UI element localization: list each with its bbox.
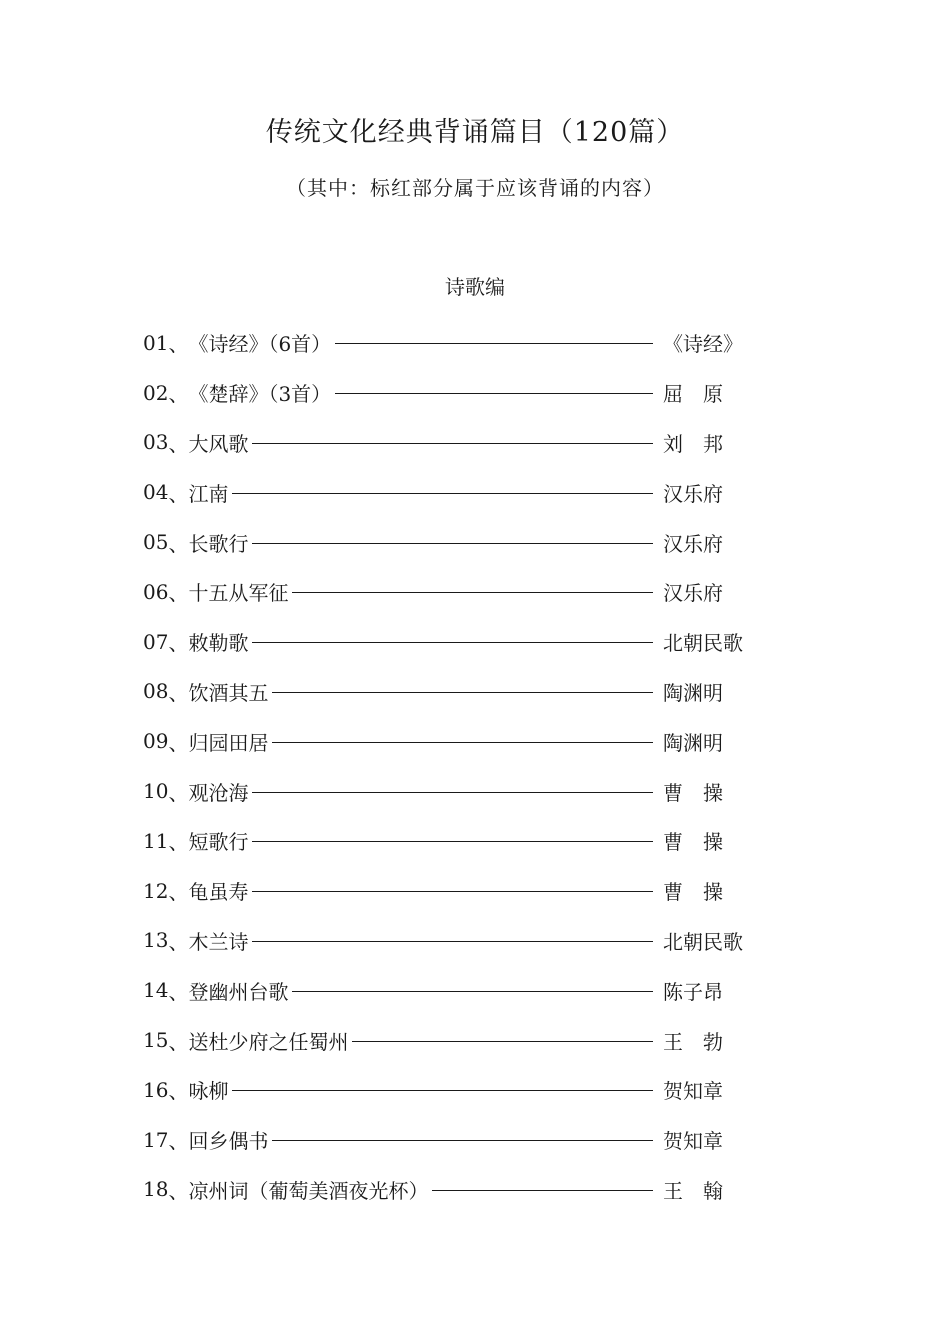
entry-separator: 、	[168, 631, 189, 656]
entry-separator: 、	[168, 1129, 189, 1154]
entry-author: 曹 操	[663, 880, 723, 905]
section-title: 诗歌编	[445, 275, 505, 299]
list-item	[143, 716, 783, 766]
entry-number: 13	[143, 928, 169, 953]
entry-number: 15	[143, 1028, 169, 1053]
entry-separator: 、	[168, 581, 189, 606]
list-item	[143, 418, 783, 468]
leader-dash	[272, 692, 653, 693]
entry-separator: 、	[168, 680, 189, 705]
leader-dash	[232, 1090, 653, 1091]
list-item	[143, 766, 783, 816]
page-title: 传统文化经典背诵篇目（120篇）	[265, 117, 685, 148]
list-item	[143, 965, 783, 1015]
leader-dash	[272, 742, 653, 743]
entry-author: 刘 邦	[663, 431, 723, 456]
entry-title: 观沧海	[188, 780, 249, 805]
entry-title: 《楚辞》（3首）	[188, 382, 332, 407]
entry-title: 归园田居	[188, 730, 269, 755]
poem-list	[143, 318, 783, 1214]
entry-title: 《诗经》（6首）	[188, 332, 332, 357]
leader-dash	[352, 1041, 653, 1042]
list-item	[143, 816, 783, 866]
entry-title: 回乡偶书	[188, 1129, 269, 1154]
entry-separator: 、	[168, 780, 189, 805]
entry-number: 18	[143, 1177, 169, 1202]
entry-number: 05	[143, 530, 169, 555]
leader-dash	[292, 592, 653, 593]
entry-title: 咏柳	[188, 1079, 229, 1104]
entry-author: 汉乐府	[663, 531, 723, 556]
entry-number: 03	[143, 430, 169, 455]
entry-number: 02	[143, 380, 169, 405]
entry-number: 08	[143, 679, 169, 704]
entry-author: 北朝民歌	[663, 631, 743, 656]
list-item	[143, 368, 783, 418]
entry-author: 贺知章	[663, 1129, 723, 1154]
entry-separator: 、	[168, 929, 189, 954]
list-item	[143, 517, 783, 567]
list-item	[143, 617, 783, 667]
list-item	[143, 1065, 783, 1115]
entry-author: 陈子昂	[663, 979, 723, 1004]
leader-dash	[252, 841, 653, 842]
entry-separator: 、	[168, 979, 189, 1004]
entry-number: 07	[143, 629, 169, 654]
list-item	[143, 1165, 783, 1215]
entry-title: 登幽州台歌	[188, 979, 289, 1004]
page-subtitle: （其中：标红部分属于应该背诵的内容）	[286, 176, 664, 200]
entry-author: 陶渊明	[663, 730, 723, 755]
entry-author: 王 翰	[663, 1178, 723, 1203]
entry-separator: 、	[168, 1178, 189, 1203]
entry-author: 屈 原	[663, 382, 723, 407]
entry-author: 《诗经》	[663, 332, 743, 357]
leader-dash	[292, 991, 653, 992]
entry-author: 北朝民歌	[663, 929, 743, 954]
entry-number: 04	[143, 480, 169, 505]
entry-title: 短歌行	[188, 830, 249, 855]
entry-author: 陶渊明	[663, 680, 723, 705]
entry-number: 16	[143, 1077, 169, 1102]
entry-title: 长歌行	[188, 531, 249, 556]
entry-author: 贺知章	[663, 1079, 723, 1104]
leader-dash	[252, 792, 653, 793]
list-item	[143, 1115, 783, 1165]
list-item	[143, 866, 783, 916]
entry-number: 12	[143, 878, 169, 903]
entry-title: 敕勒歌	[188, 631, 249, 656]
list-item	[143, 1015, 783, 1065]
entry-number: 09	[143, 729, 169, 754]
entry-separator: 、	[168, 730, 189, 755]
entry-author: 汉乐府	[663, 581, 723, 606]
entry-separator: 、	[168, 830, 189, 855]
entry-title: 凉州词（葡萄美酒夜光杯）	[188, 1178, 429, 1203]
entry-title: 送杜少府之任蜀州	[188, 1029, 349, 1054]
entry-number: 01	[143, 330, 169, 355]
leader-dash	[232, 493, 653, 494]
entry-separator: 、	[168, 880, 189, 905]
leader-dash	[272, 1140, 653, 1141]
list-item	[143, 667, 783, 717]
leader-dash	[432, 1190, 653, 1191]
entry-separator: 、	[168, 531, 189, 556]
entry-separator: 、	[168, 1079, 189, 1104]
entry-author: 汉乐府	[663, 481, 723, 506]
leader-dash	[252, 543, 653, 544]
leader-dash	[252, 642, 653, 643]
leader-dash	[335, 393, 653, 394]
entry-title: 江南	[188, 481, 229, 506]
entry-title: 木兰诗	[188, 929, 249, 954]
entry-separator: 、	[168, 1029, 189, 1054]
leader-dash	[252, 443, 653, 444]
entry-number: 14	[143, 978, 169, 1003]
leader-dash	[252, 891, 653, 892]
entry-title: 大风歌	[188, 431, 249, 456]
entry-author: 王 勃	[663, 1029, 723, 1054]
entry-separator: 、	[168, 481, 189, 506]
entry-number: 11	[143, 828, 169, 853]
list-item	[143, 567, 783, 617]
entry-separator: 、	[168, 332, 189, 357]
entry-separator: 、	[168, 382, 189, 407]
list-item	[143, 318, 783, 368]
entry-author: 曹 操	[663, 780, 723, 805]
entry-title: 十五从军征	[188, 581, 289, 606]
entry-author: 曹 操	[663, 830, 723, 855]
entry-number: 10	[143, 779, 169, 804]
list-item	[143, 916, 783, 966]
entry-title: 饮酒其五	[188, 680, 269, 705]
entry-number: 06	[143, 579, 169, 604]
list-item	[143, 467, 783, 517]
entry-number: 17	[143, 1127, 169, 1152]
leader-dash	[335, 343, 653, 344]
entry-separator: 、	[168, 431, 189, 456]
leader-dash	[252, 941, 653, 942]
entry-title: 龟虽寿	[188, 880, 249, 905]
